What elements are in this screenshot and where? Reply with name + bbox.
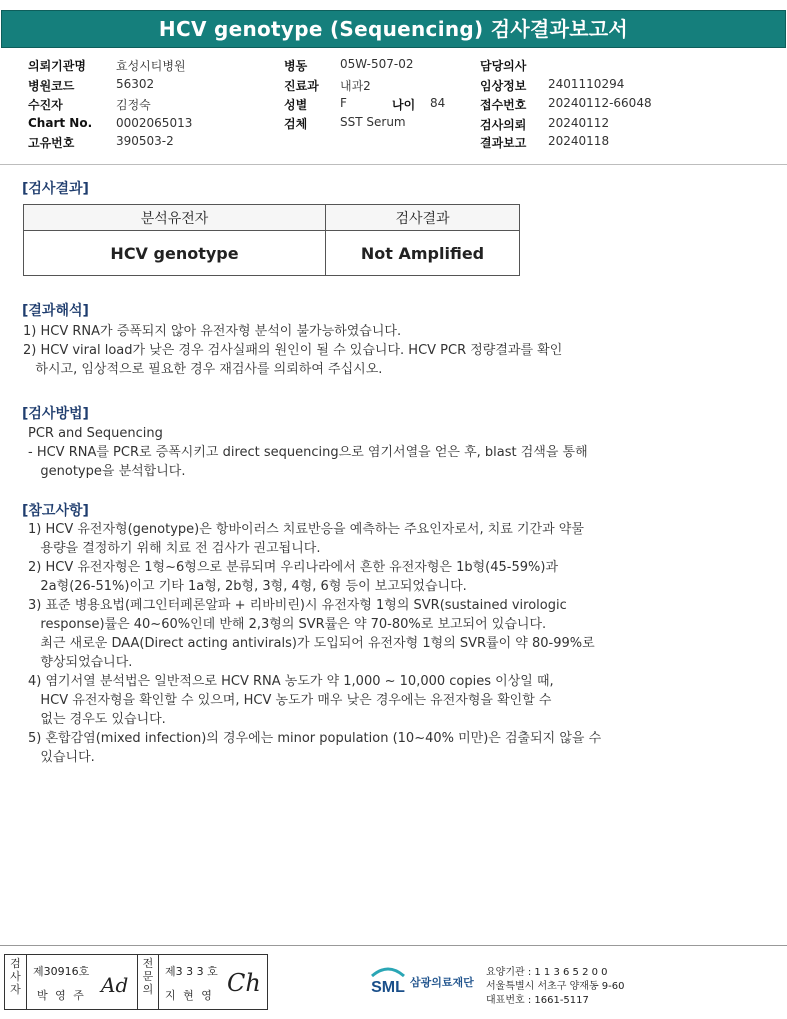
report-title: HCV genotype (Sequencing) 검사결과보고서 [1,10,786,48]
field-department: 진료과 [284,79,319,93]
list-item: 없는 경우도 있습니다. [28,712,166,727]
field-unique-no: 고유번호 [28,136,75,150]
results-table [23,204,520,276]
results-section-title: [검사결과] [22,181,89,197]
field-request-date: 검사의뢰 [480,118,527,132]
interpretation-text [23,322,562,379]
list-item: genotype을 분석합니다. [28,464,186,479]
value-specimen: SST Serum [340,115,406,129]
value-receipt-no: 20240112-66048 [548,96,652,110]
method-text [28,424,588,481]
value-hospital-code: 56302 [116,77,155,91]
approver-signature: Ch [227,969,261,997]
list-item: 2) HCV viral load가 낮은 경우 검사실패의 원인이 될 수 있습니다. HCV PCR 정량결과를 확인 [23,343,563,358]
examiner-label-cell [5,955,27,1009]
field-chart-no: Chart No. [28,116,93,130]
approver-label: 전문의 [142,957,154,996]
field-age: 나이 [392,98,416,112]
approver-no: 제3 3 3 호 [165,965,218,978]
value-patient: 김정숙 [116,98,151,112]
column-header-result: 검사결과 [326,205,520,231]
method-section-title: [검사방법] [22,406,89,422]
signature-box [4,954,268,1010]
value-clinical-info: 2401110294 [548,77,625,91]
value-chart-no: 0002065013 [116,116,193,130]
field-physician: 담당의사 [480,59,527,73]
sml-logo-icon [366,962,410,998]
value-request-date: 20240112 [548,116,610,130]
header-divider [0,164,787,165]
footer-divider [0,945,787,946]
field-specimen: 검체 [284,117,308,131]
examiner-no: 제30916호 [33,965,90,978]
list-item: 2a형(26-51%)이고 기타 1a형, 2b형, 3형, 4형, 6형 등이 보고되었습니다. [28,579,467,594]
list-item: 5) 혼합감염(mixed infection)의 경우에는 minor population (10~40% 미만)은 검출되지 않을 수 [28,731,602,746]
cell-result: Not Amplified [326,231,520,276]
list-item: HCV 유전자형을 확인할 수 있으며, HCV 농도가 매우 낮은 경우에는 유전자형을 확인할 수 [28,693,552,708]
list-item: 향상되었습니다. [28,655,133,670]
field-hospital-code: 병원코드 [28,79,75,93]
value-ward: 05W-507-02 [340,57,414,71]
approver-label-cell [137,955,159,1009]
value-report-date: 20240118 [548,134,610,148]
field-ward: 병동 [284,59,308,73]
approver-name: 지 현 영 [165,989,214,1002]
table-row [24,231,520,276]
column-header-gene: 분석유전자 [24,205,326,231]
logo-text: SML [371,979,405,996]
examiner-label: 검사자 [10,957,21,996]
field-receipt-no: 접수번호 [480,98,527,112]
list-item: 있습니다. [28,750,95,765]
label: 의뢰기관명 [28,59,86,73]
list-item: 최근 새로운 DAA(Direct acting antivirals)가 도입되어 유전자형 1형의 SVR률이 약 80-99%로 [28,636,595,651]
contact-line: 대표번호 : 1661-5117 [486,995,589,1006]
list-item: response)률은 40~60%인데 반해 2,3형의 SVR률은 약 70-80%로 보고되어 있습니다. [28,617,547,632]
value-hospital-name: 효성시티병원 [116,59,186,73]
list-item: 1) HCV RNA가 증폭되지 않아 유전자형 분석이 불가능하였습니다. [23,324,402,339]
examiner-signature: Ad [101,973,129,997]
list-item: 하시고, 임상적으로 필요한 경우 재검사를 의뢰하여 주십시오. [23,362,383,377]
examiner-name: 박 영 주 [37,989,86,1002]
contact-line: 요양기관 : 1 1 3 6 5 2 0 0 [486,967,608,978]
value-age: 84 [430,96,446,110]
org-name: 삼광의료재단 [410,976,474,989]
cell-gene: HCV genotype [24,231,326,276]
field-clinical-info: 임상정보 [480,79,527,93]
list-item: 1) HCV 유전자형(genotype)은 항바이러스 치료반응을 예측하는 주요인자로서, 치료 기간과 약물 [28,522,584,537]
interpretation-section-title: [결과해석] [22,303,89,319]
list-item: PCR and Sequencing [28,426,163,441]
value-sex: F [340,96,347,110]
contact-line: 서울특별시 서초구 양재동 9-60 [486,981,625,992]
field-sex: 성별 [284,98,308,112]
value-department: 내과2 [340,79,371,93]
value-unique-no: 390503-2 [116,134,174,148]
list-item: 용량을 결정하기 위해 치료 전 검사가 권고됩니다. [28,541,321,556]
references-text [28,520,601,767]
references-section-title: [참고사항] [22,503,89,519]
list-item: 3) 표준 병용요법(페그인터페론알파 + 리바비린)시 유전자형 1형의 SVR(sustained virologic [28,598,567,613]
list-item: 2) HCV 유전자형은 1형~6형으로 분류되며 우리나라에서 흔한 유전자형은 1b형(45-59%)과 [28,560,558,575]
field-report-date: 결과보고 [480,136,527,150]
list-item: - HCV RNA를 PCR로 증폭시키고 direct sequencing으로 염기서열을 얻은 후, blast 검색을 통해 [28,445,588,460]
list-item: 4) 염기서열 분석법은 일반적으로 HCV RNA 농도가 약 1,000 ~ 10,000 copies 이상일 때, [28,674,554,689]
field-hospital-name [28,57,86,74]
field-patient: 수진자 [28,98,63,112]
